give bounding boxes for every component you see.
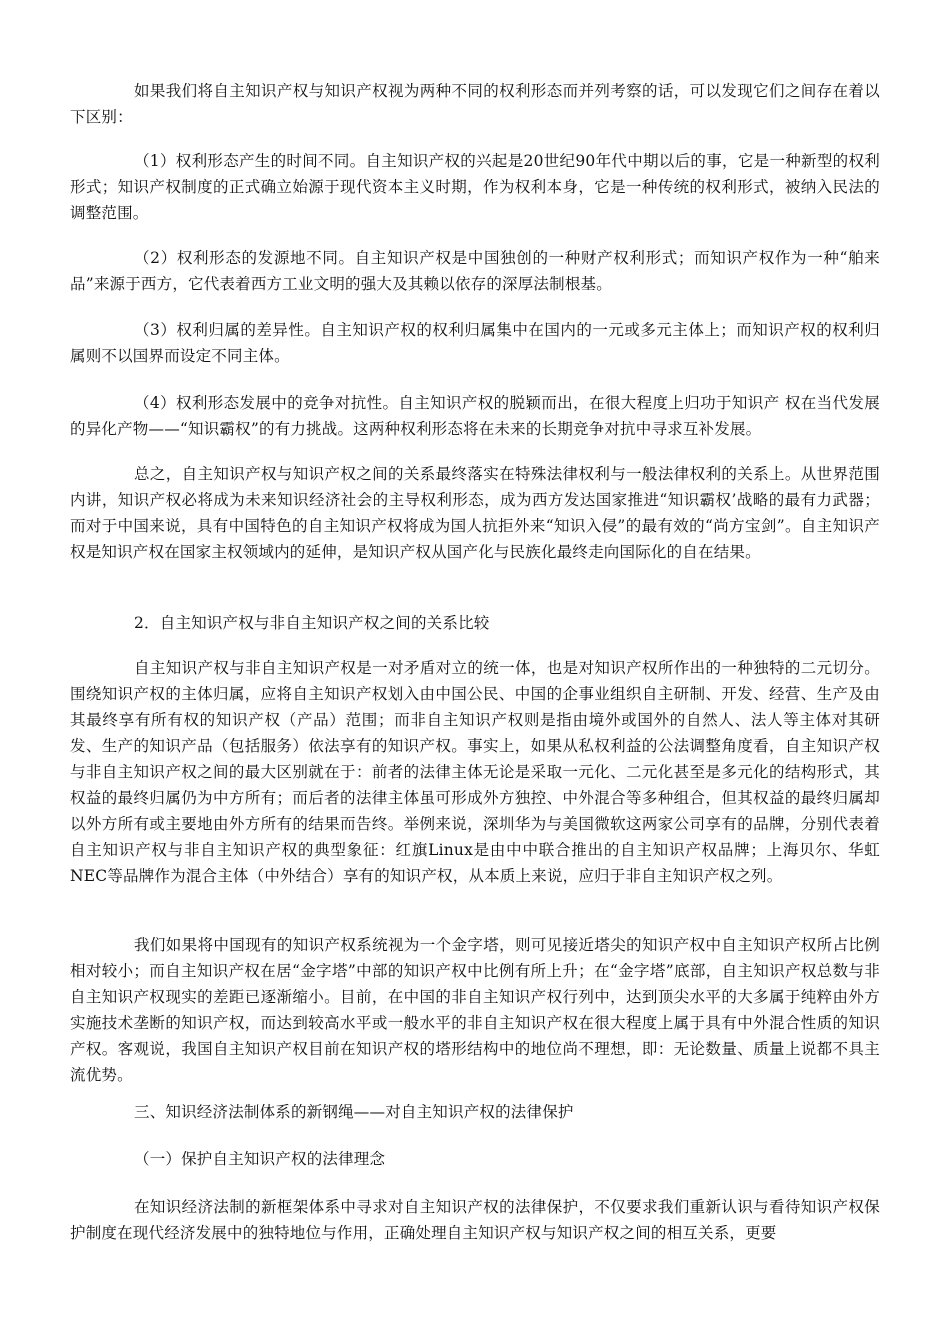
paragraph-point-4: （4）权利形态发展中的竞争对抗性。自主知识产权的脱颖而出，在很大程度上归功于知识产 权在当代发展的异化产物——“知识霸权”的有力挑战。这两种权利形态将在未来的长期竞争对抗中寻求互补发展。 xyxy=(70,394,880,438)
paragraph-point-3: （3）权利归属的差异性。自主知识产权的权利归属集中在国内的一元或多元主体上；而知识产权的权利归属则不以国界而设定不同主体。 xyxy=(70,321,880,365)
paragraph-point-1: （1）权利形态产生的时间不同。自主知识产权的兴起是20世纪90年代中期以后的事，它是一种新型的权利形式；知识产权制度的正式确立始源于现代资本主义时期，作为权利本身，它是一种传统的权利形式，被纳入民法的调整范围。 xyxy=(70,152,880,222)
paragraph-pyramid: 我们如果将中国现有的知识产权系统视为一个金字塔，则可见接近塔尖的知识产权中自主知识产权所占比例相对较小；而自主知识产权在居“金字塔”中部的知识产权中比例有所上升；在“金字塔”底部，自主知识产权总数与非自主知识产权现实的差距已逐渐缩小。目前，在中国的非自主知识产权行列中，达到顶尖水平的大多属于纯粹由外方实施技术垄断的知识产权，而达到较高水平或一般水平的非自主知识产权在很大程度上属于具有中外混合性质的知识产权。客观说，我国自主知识产权目前在知识产权的塔形结构中的地位尚不理想，即：无论数量、质量上说都不具主流优势。 xyxy=(70,936,880,1084)
section-heading-3: 三、知识经济法制体系的新钢绳——对自主知识产权的法律保护 xyxy=(134,1103,574,1121)
subsection-heading-1: （一）保护自主知识产权的法律理念 xyxy=(134,1150,386,1168)
paragraph-comparison: 自主知识产权与非自主知识产权是一对矛盾对立的统一体，也是对知识产权所作出的一种独特的二元切分。围绕知识产权的主体归属，应将自主知识产权划入由中国公民、中国的企事业组织自主研制、开发、经营、生产及由其最终享有所有权的知识产权（产品）范围；而非自主知识产权则是指由境外或国外的自然人、法人等主体对其研发、生产的知识产品（包括服务）依法享有的知识产权。事实上，如果从私权利益的公法调整角度看，自主知识产权与非自主知识产权之间的最大区别就在于：前者的法律主体无论是采取一元化、二元化甚至是多元化的结构形式，其权益的最终归属仍为中方所有；而后者的法律主体虽可形成外方独控、中外混合等多种组合，但其权益的最终归属却以外方所有或主要地由外方所有的结果而告终。举例来说，深圳华为与美国微软这两家公司享有的品牌，分别代表着自主知识产权与非自主知识产权的典型象征：红旗Linux是由中中联合推出的自主知识产权品牌；上海贝尔、华虹NEC等品牌作为混合主体（中外结合）享有的知识产权，从本质上来说，应归于非自主知识产权之列。 xyxy=(70,659,880,885)
section-heading-2: 2．自主知识产权与非自主知识产权之间的关系比较 xyxy=(134,614,490,632)
paragraph-intro: 如果我们将自主知识产权与知识产权视为两种不同的权利形态而并列考察的话，可以发现它们之间存在着以下区别： xyxy=(70,82,880,126)
paragraph-point-2: （2）权利形态的发源地不同。自主知识产权是中国独创的一种财产权利形式；而知识产权作为一种“舶来品”来源于西方，它代表着西方工业文明的强大及其赖以依存的深厚法制根基。 xyxy=(70,249,880,293)
paragraph-legal-concept: 在知识经济法制的新框架体系中寻求对自主知识产权的法律保护，不仅要求我们重新认识与看待知识产权保护制度在现代经济发展中的独特地位与作用，正确处理自主知识产权与知识产权之间的相互关系，更要 xyxy=(70,1198,880,1242)
paragraph-summary: 总之，自主知识产权与知识产权之间的关系最终落实在特殊法律权利与一般法律权利的关系上。从世界范围内讲，知识产权必将成为未来知识经济社会的主导权利形态，成为西方发达国家推进“知识霸权’战略的最有力武器；而对于中国来说，具有中国特色的自主知识产权将成为国人抗拒外来“知识入侵”的最有效的“尚方宝剑”。自主知识产权是知识产权在国家主权领域内的延伸，是知识产权从国产化与民族化最终走向国际化的自在结果。 xyxy=(70,465,880,561)
